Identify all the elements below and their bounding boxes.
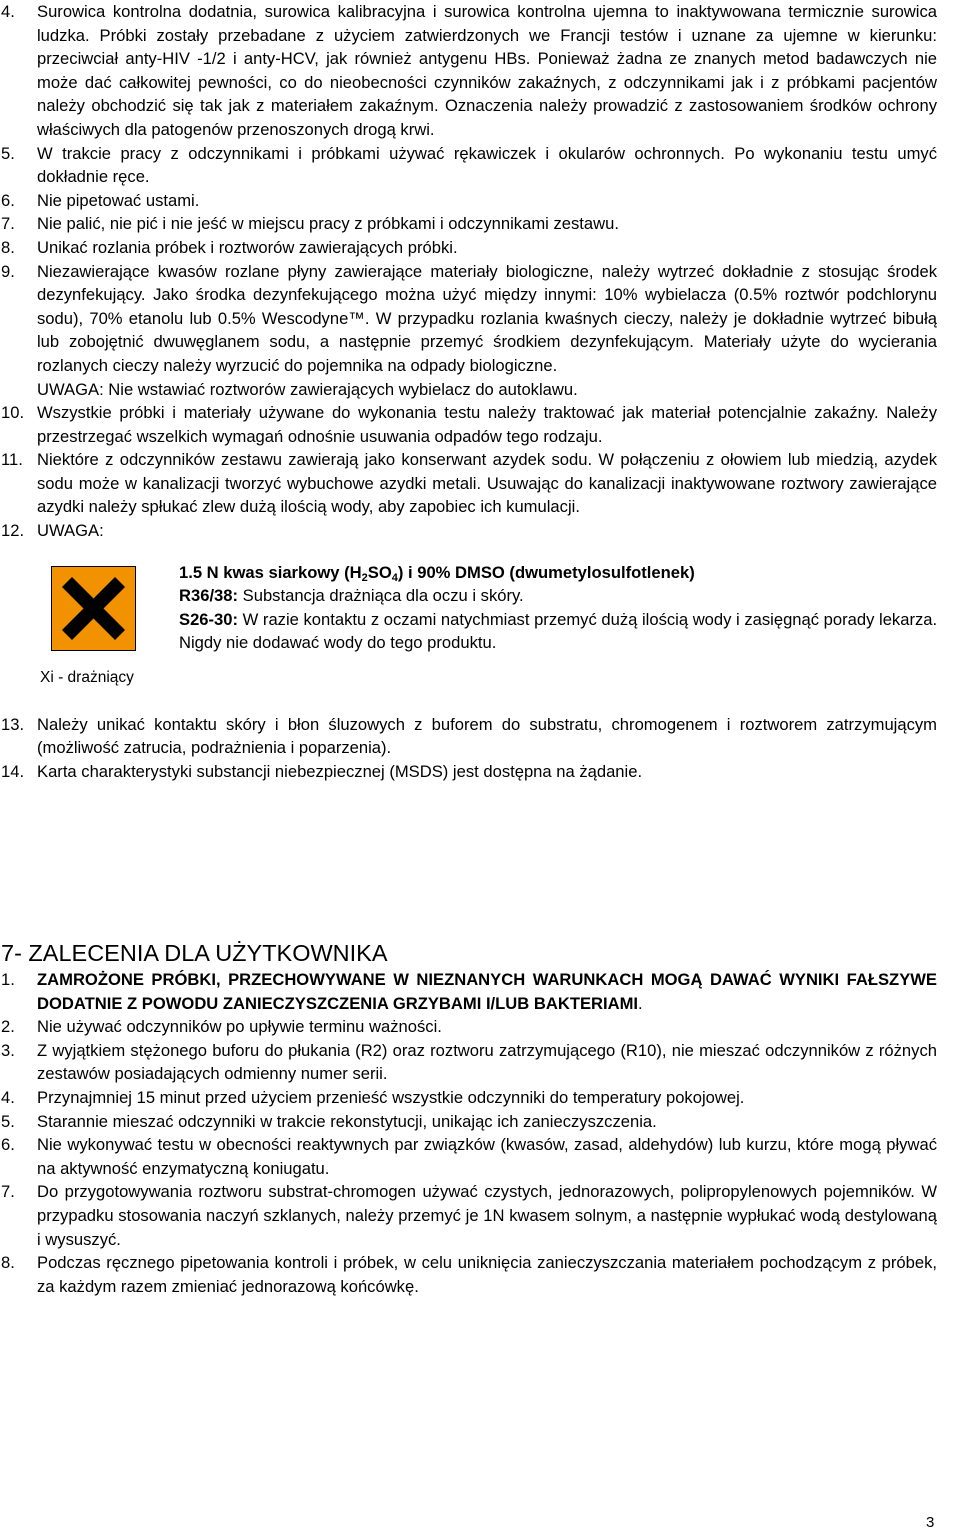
list-item <box>0 1110 960 1134</box>
item-number: 6. <box>1 1135 15 1155</box>
item-number: 9. <box>1 261 15 281</box>
item-text: Podczas ręcznego pipetowania kontroli i próbek, w celu uniknięcia zanieczyszczania materiałem pochodzącym z próbek, za każdym razem zmieniać jednorazową końcówkę. <box>37 1253 937 1296</box>
item-text: Wszystkie próbki i materiały używane do wykonania testu należy traktować jak materiał potencjalnie zakaźny. Należy przestrzegać wszelkich wymagań odnośnie usuwania odpadów tego rodzaju. <box>37 403 937 446</box>
safety-phrase: S26-30: W razie kontaktu z oczami natychmiast przemyć dużą ilością wody i zasięgnąć porady lekarza. <box>179 609 938 629</box>
item-text: Starannie mieszać odczynniki w trakcie rekonstytucji, unikając ich zanieczyszczenia. <box>37 1111 657 1131</box>
item-text: Nie palić, nie pić i nie jeść w miejscu pracy z próbkami i odczynnikami zestawu. <box>37 214 619 234</box>
list-item <box>0 0 960 142</box>
item-text: Nie używać odczynników po upływie terminu ważności. <box>37 1017 442 1037</box>
hazard-label: Xi - drażniący <box>40 668 134 686</box>
list-item <box>0 189 960 213</box>
risk-phrase: R36/38: Substancja drażniąca dla oczu i skóry. <box>179 586 524 606</box>
item-text: Nie wykonywać testu w obecności reaktywnych par związków (kwasów, zasad, aldehydów) lub kurzu, które mogą pływać na aktywność enzymatyczną koniugatu. <box>37 1135 937 1178</box>
list-item <box>0 142 960 189</box>
section-heading: 7- ZALECENIA DLA UŻYTKOWNIKA <box>1 940 388 966</box>
list-item <box>0 968 960 1015</box>
item-text: Nie pipetować ustami. <box>37 190 200 210</box>
list-item <box>0 212 960 236</box>
item-number: 4. <box>1 1087 15 1107</box>
item-text: Należy unikać kontaktu skóry i błon śluzowych z buforem do substratu, chromogenem i roztworem zatrzymującym (możliwość zatrucia, podrażnienia i poparzenia). <box>37 714 937 758</box>
item-text: Z wyjątkiem stężonego buforu do płukania (R2) oraz roztworu zatrzymującego (R10), nie mieszać odczynników z różnych zestawów posiadających odmienny numer serii. <box>37 1040 937 1084</box>
item-number: 10. <box>1 403 25 423</box>
item-number: 4. <box>1 2 15 21</box>
list-item <box>0 1015 960 1039</box>
item-number: 6. <box>1 190 15 210</box>
item-text: UWAGA: <box>37 521 104 541</box>
item-number: 14. <box>1 761 25 781</box>
hazard-title: 1.5 N kwas siarkowy $(H_2SO_4)$ i 90% DMSO (dwumetylosulfotlenek) <box>179 562 695 584</box>
safety-extra: Nigdy nie dodawać wody do tego produktu. <box>179 633 497 653</box>
hazard-block <box>0 543 960 713</box>
list-item <box>0 448 960 519</box>
item-number: 7. <box>1 214 15 234</box>
list-item <box>0 1039 960 1086</box>
list-item <box>0 260 960 402</box>
list-item <box>0 1251 960 1298</box>
item-text: ZAMROŻONE PRÓBKI, PRZECHOWYWANE W NIEZNANYCH WARUNKACH MOGĄ DAWAĆ WYNIKI FAŁSZYWE DODATNIE Z POWODU ZANIECZYSZCZENIA GRZYBAMI I/LUB BAKTERIAMI. <box>37 970 937 1013</box>
list-item <box>0 1133 960 1180</box>
list-item <box>0 713 960 760</box>
item-number: 12. <box>1 521 25 541</box>
list-item <box>0 401 960 448</box>
list-item <box>0 1180 960 1251</box>
item-text: Unikać rozlania próbek i roztworów zawierających próbki. <box>37 237 458 257</box>
list-item <box>0 760 960 784</box>
page-number: 3 <box>926 1514 935 1531</box>
autoclave-warning: UWAGA: Nie wstawiać roztworów zawierających wybielacz do autoklawu. <box>37 379 578 399</box>
item-number: 11. <box>1 450 23 470</box>
hazard-description <box>179 561 958 655</box>
item-number: 8. <box>1 237 15 257</box>
list-item <box>0 519 960 543</box>
item-number: 13. <box>1 714 25 734</box>
user-recommendations-list <box>0 968 960 1298</box>
item-text: Surowica kontrolna dodatnia, surowica kalibracyjna i surowica kontrolna ujemna to inaktywowana termicznie surowica ludzka. Próbki zostały przebadane z użyciem zatwierdzonych we Francji testów i uznane za ujemne w kierunku: przeciwciał anty-HIV -1/2 i anty-HCV, jak również antygenu HBs. Ponieważ żadna ze znanych metod badawczych nie może dać całkowitej pewności, co do nieobecności czynników zakaźnych, z odczynnikami jak i z próbkami pacjentów należy obchodzić się tak jak z materiałem zakaźnym. Oznaczenia należy prowadzić z zastosowaniem środków ochrony właściwych dla patogenów przenoszonych drogą krwi. <box>37 2 937 139</box>
item-number: 5. <box>1 1111 15 1131</box>
item-text: Do przygotowywania roztworu substrat-chromogen używać czystych, jednorazowych, polipropylenowych pojemników. W przypadku stosowania naczyń szklanych, należy przemyć je 1N kwasem solnym, a następnie wypłukać wodą destylowaną i wysuszyć. <box>37 1182 937 1249</box>
item-number: 2. <box>1 1017 15 1037</box>
list-item <box>0 1086 960 1110</box>
item-number: 5. <box>1 143 15 163</box>
item-text: Niektóre z odczynników zestawu zawierają jako konserwant azydek sodu. W połączeniu z ołowiem lub miedzią, azydek sodu może w kanalizacji tworzyć wybuchowe azydki metali. Usuwając do kanalizacji inaktywowane roztwory zawierające azydki należy spłukać zlew dużą ilością wody, aby zapobiec ich kumulacji. <box>37 450 937 517</box>
item-number: 8. <box>1 1253 15 1273</box>
item-number: 3. <box>1 1040 15 1060</box>
item-text: Przynajmniej 15 minut przed użyciem przenieść wszystkie odczynniki do temperatury pokojowej. <box>37 1087 745 1107</box>
irritant-hazard-icon <box>51 566 136 651</box>
list-item <box>0 236 960 260</box>
item-text: W trakcie pracy z odczynnikami i próbkami używać rękawiczek i okularów ochronnych. Po wykonaniu testu umyć dokładnie ręce. <box>37 143 937 187</box>
item-text: Niezawierające kwasów rozlane płyny zawierające materiały biologiczne, należy wytrzeć dokładnie z stosując środek dezynfekujący. Jako środka dezynfekującego można użyć między innymi: 10% wybielacza (0.5% roztwór podchlorynu sodu), 70% etanolu lub 0.5% Wescodyne™. W przypadku rozlania kwaśnych cieczy, należy je dokładnie wytrzeć bibułą lub zobojętnić dwuwęglanem sodu, a następnie przemyć środkiem dezynfekującym. Materiały użyte do wycierania rozlanych cieczy należy wyrzucić do pojemnika na odpady biologiczne. <box>37 261 937 375</box>
item-number: 1. <box>1 970 15 989</box>
x-cross-icon <box>52 567 135 650</box>
item-number: 7. <box>1 1182 15 1202</box>
item-text: Karta charakterystyki substancji niebezpiecznej (MSDS) jest dostępna na żądanie. <box>37 761 643 781</box>
